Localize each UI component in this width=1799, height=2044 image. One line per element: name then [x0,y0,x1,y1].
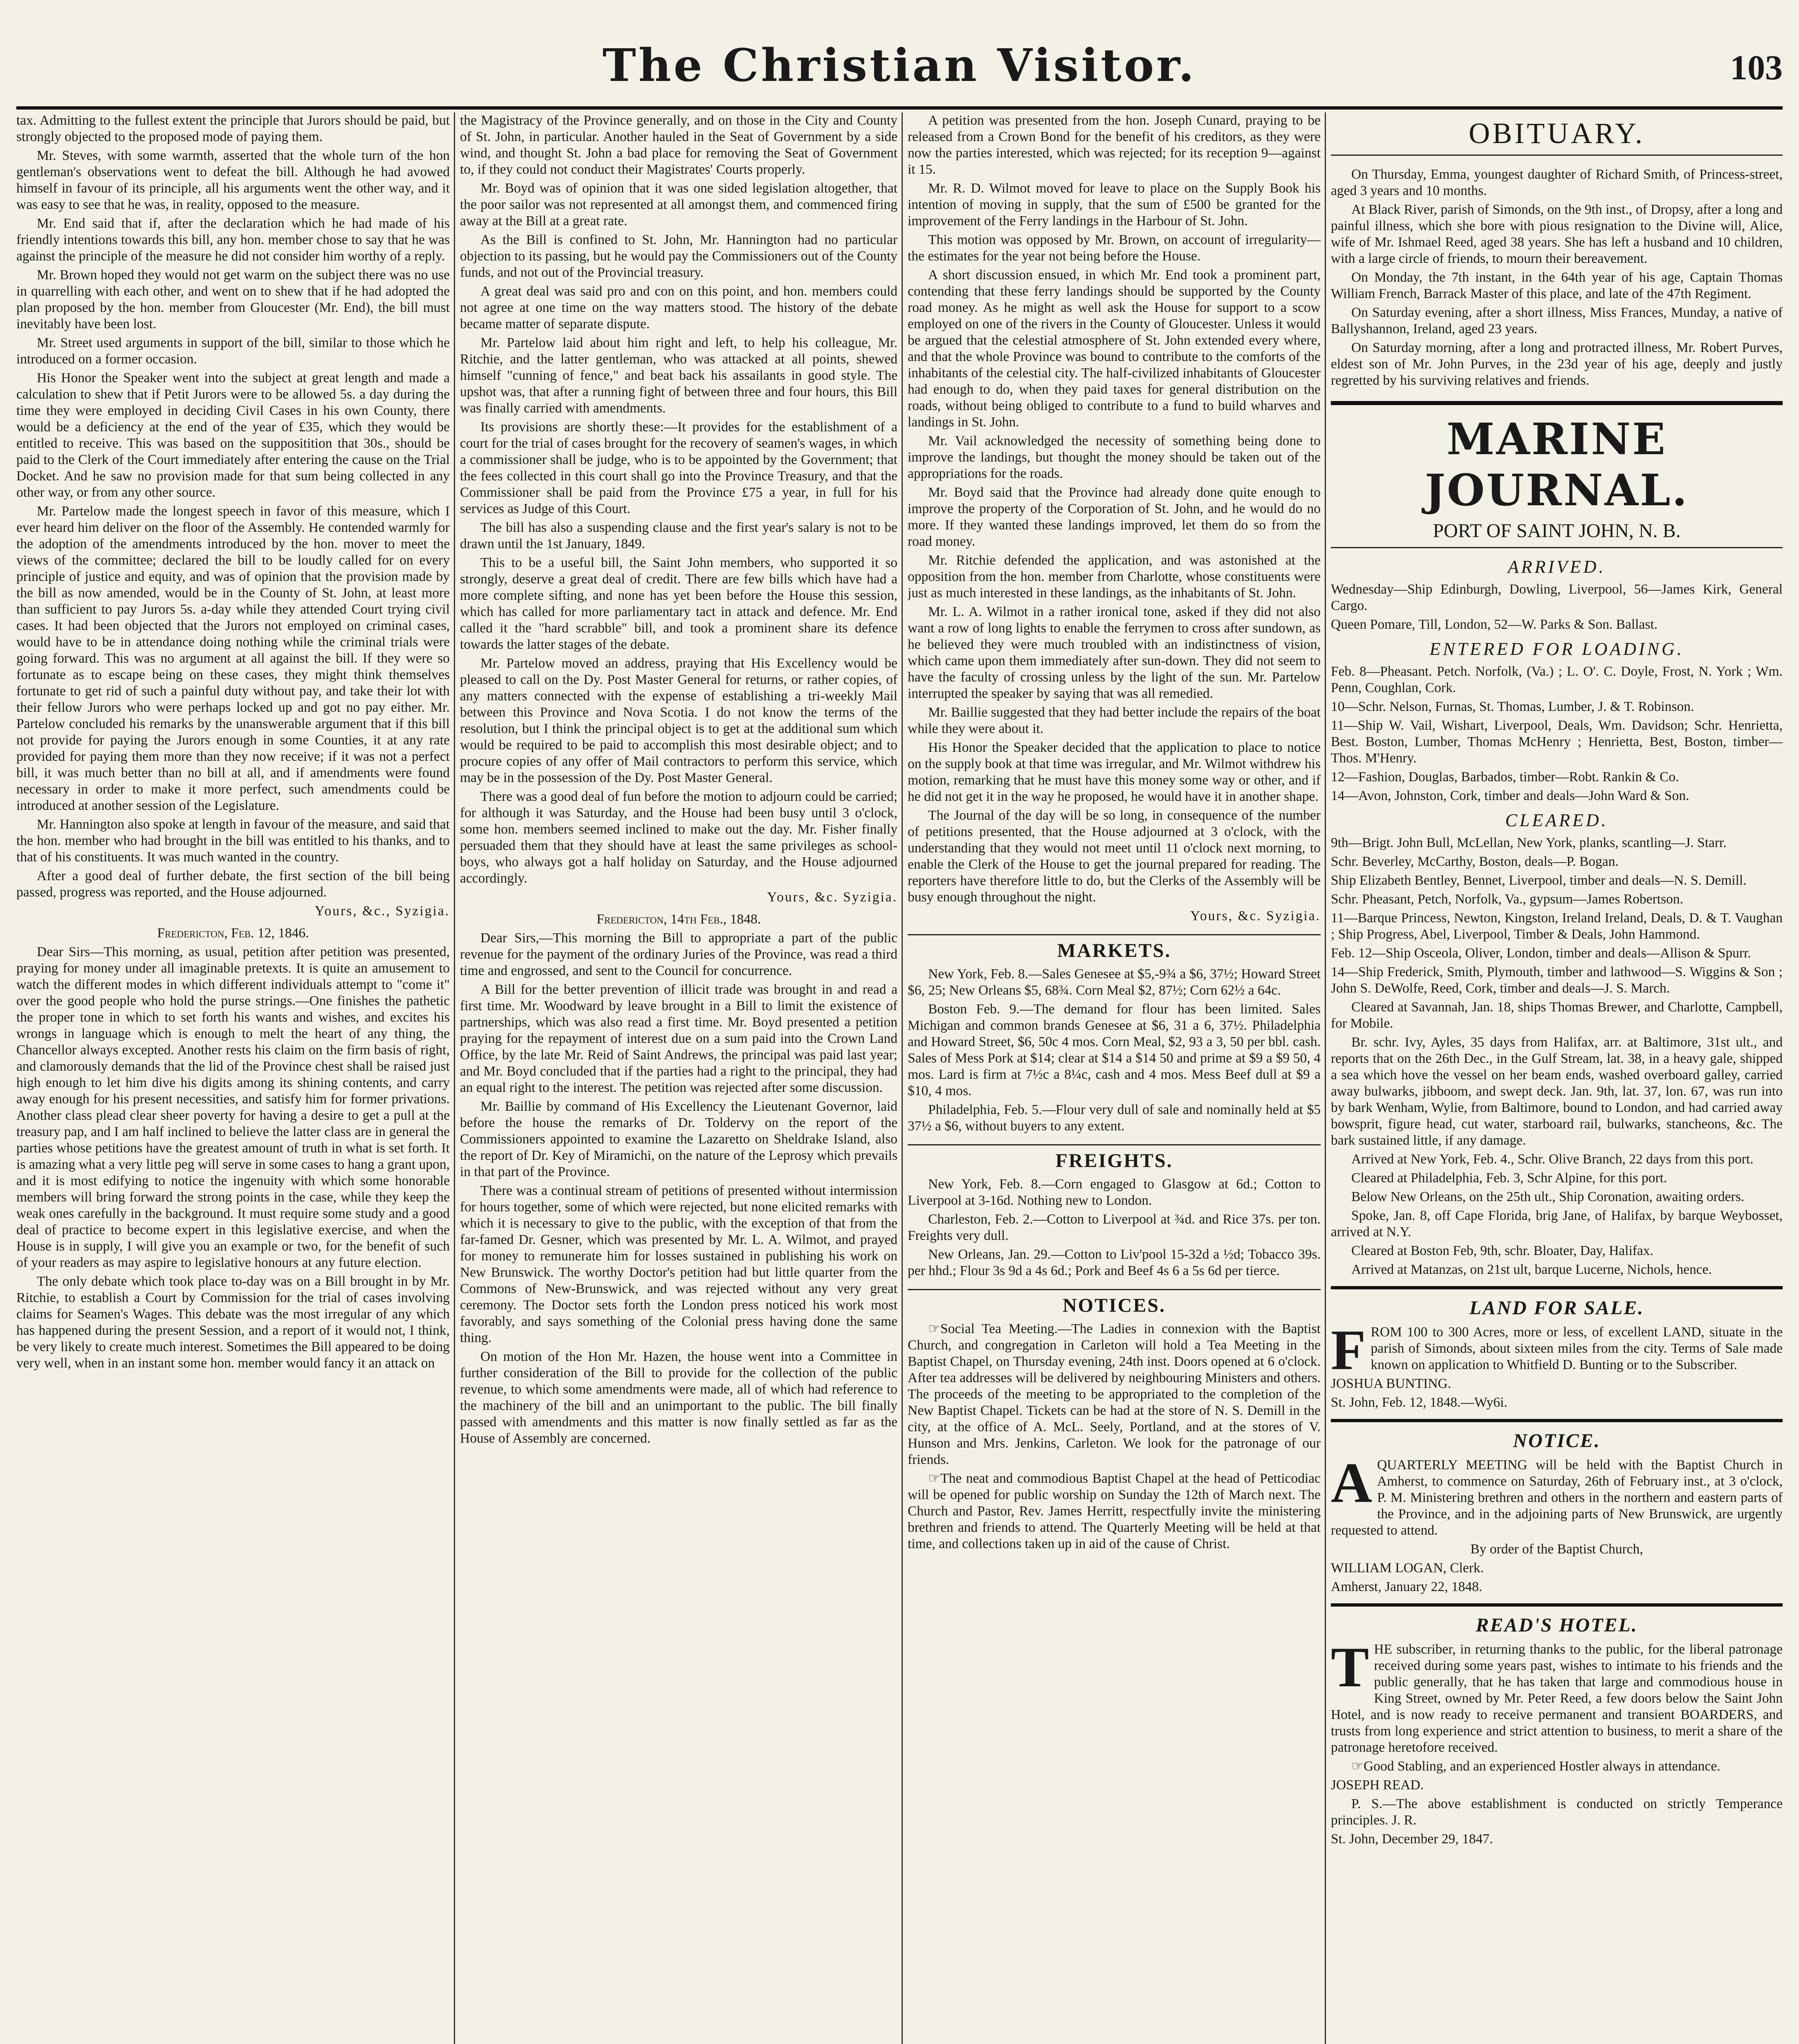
ad-postscript: P. S.—The above establishment is conducted on strictly Temperance principles. J. R. [1331,1796,1783,1828]
hotel-heading: READ'S HOTEL. [1476,1614,1638,1636]
paragraph: Mr. L. A. Wilmot in a rather ironical tone, asked if they did not also want a row of long lights to enable the ferrymen to cross after sundown, as he believed they were much troubled with an indistinctness of vision, which came upon them immediately after sun-down. They did not seem to have the faculty of crossing unless by the light of the sun. Mr. Partelow interrupted the speaker by saying that was all remedied. [908,604,1321,701]
paragraph: Mr. Partelow made the longest speech in favor of this measure, which I ever heard him deliver on the floor of the Assembly. He contended warmly for the adoption of the amendments introduced by the hon. mover to meet the views of the committee; declared the bill to be loudly called for on every principle of justice and equity, and was of opinion that the provision made by the bill as now amended, would be in the County of St. John, at least more than sufficient to pay Jurors 5s. a-day while they attended Court trying civil cases. It had been objected that the Jurors not employed on criminal cases, would have to be in attendance doing nothing while the criminal trials were going forward. This was no argument at all against the bill. If they were so fortunate as to escape being on these cases, they might think themselves fortunate to get rid of such a painful duty without pay, and take their lot with their fellow Jurors who were perhaps locked up and got no pay either. Mr. Partelow concluded his remarks by the unanswerable argument that if this bill not provide for paying the Jurors enough in some Counties, it at any rate provided for paying them more than they now receive; if it was not a perfect bill, it was much better than no bill at all, and if amendments were found necessary in order to make it more perfect, such amendments could be introduced at another session of the Legislature. [16,504,450,813]
obituary-entry: On Saturday morning, after a long and protracted illness, Mr. Robert Purves, eldest son of Mr. John Purves, in the 23d year of his age, deeply and justly regretted by his surviving relatives and friends. [1331,340,1783,388]
column-1 [16,112,450,2044]
paragraph: As the Bill is confined to St. John, Mr. Hannington had no particular objection to its passing, but he would pay the Commissioners out of the County funds, and not out of the Provincial treasury. [460,232,897,280]
column-2 [460,112,897,2044]
shipping-entry: 9th—Brigt. John Bull, McLellan, New York, planks, scantling—J. Starr. [1331,835,1727,850]
column-rule [454,112,455,2044]
notice: ☞Social Tea Meeting.—The Ladies in connexion with the Baptist Church, and congregation in Carleton will hold a Tea Meeting in the Baptist Chapel, on Thursday evening, 24th inst. Doors opened at 6 o'clock. After tea addresses will be delivered by neighbouring Ministers and others. The proceeds of the meeting to be appropriated to the completion of the New Baptist Chapel. Tickets can be had at the store of N. S. Demill in the city, at the office of A. McL. Seely, Portland, and at the stores of V. Hunson and Mrs. Jenkins, Carleton. We look for the patronage of our friends. [908,1321,1321,1467]
paragraph: The bill has also a suspending clause and the first year's salary is not to be drawn until the 1st January, 1849. [460,520,897,551]
shipping-news: Below New Orleans, on the 25th ult., Ship Coronation, awaiting orders. [1351,1189,1745,1204]
paragraph: Mr. Partelow moved an address, praying that His Excellency would be pleased to call on the Dy. Post Master General for returns, or rather copies, of any matters connected with the expense of establishing a tri-weekly Mail between this Province and Nova Scotia. I do not know the terms of the resolution, but I think the principal object is to get at the additional sum which would be required to be paid to accomplish this most desirable object; and to procure copies of any offer of Mail contractors to perform this service, which may be in the possession of the Dy. Post Master General. [460,656,897,785]
ad-signature: JOSEPH READ. [1331,1777,1424,1793]
paragraph: The Journal of the day will be so long, in consequence of the number of petitions presented, that the House adjourned at 3 o'clock, with the understanding that they would not meet until 11 o'clock next morning, to enable the Clerk of the House to get the journal prepared for reading. The reporters have therefore little to do, but the Clerks of the Assembly will be busy enough throughout the night. [908,808,1321,905]
column-4 [1331,112,1783,2044]
ad-signature: WILLIAM LOGAN, Clerk. [1331,1560,1484,1576]
market-report: New York, Feb. 8.—Sales Genesee at $5,-9¾ a $6, 37½; Howard Street $6, 25; New Orleans $5, 68¾. Corn Meal $2, 87½; Corn 62½ a 64c. [908,966,1321,998]
obituary-entry: On Saturday evening, after a short illness, Miss Frances, Munday, a native of Ballyshannon, Ireland, aged 23 years. [1331,305,1783,336]
paragraph: Mr. Street used arguments in support of the bill, similar to those which he introduced on a former occasion. [16,335,450,367]
paragraph: Mr. Vail acknowledged the necessity of something being done to improve the landings, but thought the money should be taken out of the appropriations for the roads. [908,433,1321,481]
marine-journal-heading: MARINE JOURNAL. [1331,401,1783,515]
column-rule [1325,112,1326,2044]
market-report: Boston Feb. 9.—The demand for flour has been limited. Sales Michigan and common brands Genesee at $6, 31 a 6, 37½. Philadelphia and Howard Street, $6, 50c 4 mos. Corn Meal, $2, 93 a 3, 50 per bbl. cash. Sales of Mess Pork at $14; clear at $14 a $14 50 and prime at $9 a $9 50, 4 mos. Lard is firm at 7½c a 8¼c, cash and 4 mos. Mess Beef dull at $9 a $10, 4 mos. [908,1002,1321,1098]
drop-cap: T [1331,1636,1369,1699]
shipping-news: Arrived at Matanzas, on 21st ult, barque Lucerne, Nichols, hence. [1351,1262,1712,1277]
paragraph: Mr. Partelow laid about him right and left, to help his colleague, Mr. Ritchie, and the latter gentleman, who was attacked at all points, shewed himself "cunning of fence," and beat back his assailants in good style. The upshot was, that after a running fight of between three and four hours, this Bill was finally carried with amendments. [460,335,897,416]
market-report: Philadelphia, Feb. 5.—Flour very dull of sale and nominally held at $5 37½ a $6, without buyers to any extent. [908,1102,1321,1134]
ad-signature: JOSHUA BUNTING. [1331,1376,1451,1391]
markets-heading: MARKETS. [908,934,1321,962]
paragraph: On motion of the Hon Mr. Hazen, the house went into a Committee in further consideration of the Bill to provide for the collection of the public revenue, to which some amendments were made, all of which had reference to the machinery of the bill and an unimportant to the public. The bill finally passed with amendments and this matter is now finally settled as far as the House of Assembly are concerned. [460,1349,897,1446]
paragraph: Dear Sirs—This morning, as usual, petition after petition was presented, praying for money under all imaginable pretexts. It is quite an amusement to watch the different modes in which different individuals attempt to "come it" over the good people who hold the purse strings.—One finishes the pathetic the proper tone in which to set forth his wants and wishes, and excites his wrongs in language which is enough to melt the heart of any thing, the Chancellor always excepted. Another rests his claim on the firm basis of right, and clamorously demands that the lid of the Province chest shall be raised just high enough to let him dive his digits among its shining contents, and carry away enough for his present necessities, and satisfy him for former privations. Another class plead clear sheer poverty for having a desire to get a pull at the treasury pap, and I am half inclined to believe the latter class are in general the parties whose petitions have the greatest amount of truth in what is set forth. It is amazing what a very little peg will serve in some cases to hang a grant upon, and it is most edifying to notice the ingenuity with which some honorable members will bring forward the strong points in the case, while they keep the weak ones carefully in the background. It must require some study and a good deal of practice to become expert in this legislative exercise, and when the House is in supply, I will give you an example or two, for the benefit of such of your readers as may aspire to legislative honours at any future election. [16,944,450,1270]
shipping-entry: 10—Schr. Nelson, Furnas, St. Thomas, Lumber, J. & T. Robinson. [1331,699,1694,714]
ad-text: ROM 100 to 300 Acres, more or less, of excellent LAND, situate in the parish of Simonds, about sixteen miles from the city. Terms of Sale made known on application to Whitfield D. Bunting or to the Subscriber. [1371,1325,1783,1372]
paragraph: There was a good deal of fun before the motion to adjourn could be carried; for although it was Saturday, and the House had been busy until 3 o'clock, some hon. members seemed inclined to make out the day. Mr. Fisher finally persuaded them that they should have at least the same privileges as school-boys, who always got a half holiday on Saturday, and the House adjourned accordingly. [460,789,897,886]
signature: Yours, &c. Syzigia. [767,890,897,905]
shipping-entry: 14—Ship Frederick, Smith, Plymouth, timber and lathwood—S. Wiggins & Son ; John S. DeWolfe, Reed, Cork, timber and deals—J. S. March. [1331,964,1783,996]
paragraph: A Bill for the better prevention of illicit trade was brought in and read a first time. Mr. Woodward by leave brought in a Bill to limit the existence of partnerships, which was also read a first time. Mr. Boyd presented a petition praying for the repayment of interest due on a sum paid into the Crown Land Office, by the late Mr. Reid of Saint Andrews, the principal was paid last year; and Mr. Boyd concluded that if the parties had a right to the principal, they had an equal right to the interest. The petition was rejected after some discussion. [460,982,897,1095]
ad-stabling-line: ☞Good Stabling, and an experienced Hostler always in attendance. [1351,1759,1720,1774]
ad-body [1331,1636,1783,1756]
shipping-entry: 11—Barque Princess, Newton, Kingston, Ireland Ireland, Deals, D. & T. Vaughan ; Ship Progress, Abel, Liverpool, Timber & Deals, John Hammond. [1331,910,1783,942]
freight-report: Charleston, Feb. 2.—Cotton to Liverpool at ¾d. and Rice 37s. per ton. Freights very dull. [908,1212,1321,1243]
shipping-entry: 11—Ship W. Vail, Wishart, Liverpool, Deals, Wm. Davidson; Schr. Henrietta, Best. Boston, Lumber, Thomas McHenry ; Henrietta, Best, Boston, timber—Thos. M'Henry. [1331,718,1783,766]
drop-cap: A [1331,1451,1373,1515]
shipping-news: Arrived at New York, Feb. 4., Schr. Olive Branch, 22 days from this port. [1351,1152,1754,1167]
notice: ☞The neat and commodious Baptist Chapel at the head of Petticodiac will be opened for public worship on Sunday the 12th of March next. The Church and Pastor, Rev. James Herritt, respectfully invite the ministering brethren and friends to attend. The Quarterly Meeting will be held at that time, and collections taken up in aid of the cause of Christ. [908,1471,1321,1551]
page-number: 103 [1730,48,1783,87]
shipping-entry: Wednesday—Ship Edinburgh, Dowling, Liverpool, 56—James Kirk, General Cargo. [1331,582,1783,613]
paragraph: This motion was opposed by Mr. Brown, on account of irregularity—the estimates for the year not being before the House. [908,232,1321,264]
shipping-entry: Schr. Beverley, McCarthy, Boston, deals—P. Bogan. [1331,854,1619,869]
notices-heading: NOTICES. [908,1289,1321,1317]
paragraph: His Honor the Speaker went into the subject at great length and made a calculation to shew that if Petit Jurors were to be allowed 5s. a day during the time they were employed in deciding Civil Cases in his own County, there would be a deficiency at the end of the year of £35, which they would be entitled to receive. This was based on the suppositition that 30s., should be paid to the Clerk of the Court immediately after entering the cause on the Trial Docket. And he saw no provision made for that sum being collected in any other way, or from any other source. [16,370,450,500]
dateline: Fredericton, 14th Feb., 1848. [597,912,761,927]
ad-order-line: By order of the Baptist Church, [1470,1542,1643,1557]
ad-text: QUARTERLY MEETING will be held with the Baptist Church in Amherst, to commence on Saturday, 26th of February inst., at 3 o'clock, P. M. Ministering brethren and others in the northern and eastern parts of the Province, and in the adjoining parts of New Brunswick, are urgently requested to attend. [1331,1457,1783,1538]
ad-body [1331,1318,1783,1382]
arrived-heading: ARRIVED. [1507,557,1606,577]
shipping-news: Br. schr. Ivy, Ayles, 35 days from Halifax, arr. at Baltimore, 31st ult., and reports that on the 26th Dec., in the Gulf Stream, lat. 38, in a heavy gale, shipped a sea which hove the vessel on her beam ends, washed overboard galley, carried away bulwarks, jibboom, and swept deck. Jan. 9th, lat. 37, lon. 67, was run into by bark Wenham, Wylie, from Baltimore, bound to London, and had carried away bowsprit, figure head, cut water, starboard rail, bulwarks, stancheons, &c. The bark sustained little, if any damage. [1331,1035,1783,1148]
entered-heading: ENTERED FOR LOADING. [1429,639,1684,659]
paragraph: A great deal was said pro and con on this point, and hon. members could not agree at one time on the way matters stood. The history of the debate became matter of separate dispute. [460,284,897,332]
paragraph: tax. Admitting to the fullest extent the principle that Jurors should be paid, but strongly objected to the proposed mode of paying them. [16,113,450,144]
column-rule [902,112,903,2044]
notice-ad [1331,1419,1783,1595]
paragraph: Mr. R. D. Wilmot moved for leave to place on the Supply Book his intention of moving in supply, that the sum of £500 be granted for the improvement of the Ferry landings in the Harbour of St. John. [908,181,1321,229]
ad-date: St. John, Feb. 12, 1848.—Wy6i. [1331,1395,1507,1410]
shipping-entry: 14—Avon, Johnston, Cork, timber and deals—John Ward & Son. [1331,788,1689,803]
paragraph: Its provisions are shortly these:—It provides for the establishment of a court for the trial of cases brought for the recovery of seamen's wages, in which a commissioner shall be judge, who is to be appointed by the Government; that the fees collected in this court shall go into the Province Treasury, and that the Commissioner shall be paid from the Province £75 a year, in full for his services as Judge of this Court. [460,419,897,516]
newspaper-title: The Christian Visitor. [602,39,1197,92]
shipping-news: Cleared at Boston Feb, 9th, schr. Bloater, Day, Halifax. [1351,1243,1653,1258]
paragraph: Mr. Brown hoped they would not get warm on the subject there was no use in quarrelling with each other, and went on to shew that if he had adopted the plan proposed by the hon. member from Gloucester (Mr. End), the bill must inevitably have been lost. [16,267,450,332]
port-heading: PORT OF SAINT JOHN, N. B. [1331,520,1783,548]
paragraph: After a good deal of further debate, the first section of the bill being passed, progress was reported, and the House adjourned. [16,868,450,900]
paragraph: Dear Sirs,—This morning the Bill to appropriate a part of the public revenue for the payment of the ordinary Juries of the Province, was read a third time and engrossed, and sent to the Council for concurrence. [460,930,897,978]
obituary-entry: On Monday, the 7th instant, in the 64th year of his age, Captain Thomas William French, Barrack Master of this place, and late of the 47th Regiment. [1331,270,1783,301]
freights-heading: FREIGHTS. [908,1144,1321,1172]
paragraph: There was a continual stream of petitions of presented without intermission for hours together, some of which were rejected, but none elicited remarks with which it is necessary to give to the public, with the exception of that from the far-famed Dr. Gesner, which was presented by Mr. L. A. Wilmot, and prayed for money to remunerate him for losses sustained in publishing his work on New Brunswick. The worthy Doctor's petition had but little quarter from the Commons of New-Brunswick, and was rejected without any very great ceremony. The Doctor sets forth the London press noticed his work most favorably, and says something of the Colonial press having done the same thing. [460,1183,897,1345]
paragraph: Mr. Boyd said that the Province had already done quite enough to improve the property of the Corporation of St. John, and he would do no more. If they wanted these landings improved, let them do so from the road money. [908,485,1321,549]
paragraph: A short discussion ensued, in which Mr. End took a prominent part, contending that these ferry landings should be supported by the County road money. As he might as well ask the House for support to a scow employed on one of the rivers in the County of Gloucester. Unless it would be argued that the celestial atmosphere of St. John extended every where, and that the whole Province was bound to contribute to the comforts of the inhabitants of the celestial city. The half-civilized inhabitants of Gloucester had enough to do, when they paid taxes for general distribution on the roads, without being obliged to contribute to a fund to build wharves and landings in St. John. [908,267,1321,430]
shipping-entry: 12—Fashion, Douglas, Barbados, timber—Robt. Rankin & Co. [1331,769,1679,784]
signature: Yours, &c. Syzigia. [1190,908,1321,923]
land-for-sale-ad [1331,1286,1783,1411]
obituary-entry: At Black River, parish of Simonds, on the 9th inst., of Dropsy, after a long and painful illness, which she bore with pious resignation to the Divine will, Alice, wife of Mr. Ishmael Reed, aged 38 years. She has left a husband and 10 children, with a large circle of friends, to mourn their bereavement. [1331,202,1783,266]
land-for-sale-heading: LAND FOR SALE. [1469,1297,1644,1319]
paragraph: Mr. Baillie by command of His Excellency the Lieutenant Governor, laid before the house the remarks of Dr. Toldervy on the report of the Commissioners appointed to examine the Lazaretto on Sheldrake Island, also the report of Dr. Key of Miramichi, on the nature of the Leprosy which prevails in that part of the Province. [460,1099,897,1179]
shipping-news: Cleared at Savannah, Jan. 18, ships Thomas Brewer, and Charlotte, Campbell, for Mobile. [1331,1000,1783,1031]
freight-report: New Orleans, Jan. 29.—Cotton to Liv'pool 15-32d a ½d; Tobacco 39s. per hhd.; Flour 3s 9d a 4s 6d.; Pork and Beef 4s 6 a 5s 6d per tierce. [908,1247,1321,1278]
shipping-entry: Queen Pomare, Till, London, 52—W. Parks & Son. Ballast. [1331,617,1658,632]
shipping-entry: Feb. 12—Ship Osceola, Oliver, London, timber and deals—Allison & Spurr. [1331,946,1751,961]
paragraph: His Honor the Speaker decided that the application to place to notice on the supply book at that time was irregular, and Mr. Wilmot withdrew his motion, remarking that he must have this money some way or other, and if he did not get it in the way he proposed, he would have it in another shape. [908,740,1321,804]
freight-report: New York, Feb. 8.—Corn engaged to Glasgow at 6d.; Cotton to Liverpool at 3-16d. Nothing new to London. [908,1177,1321,1208]
dateline: Fredericton, Feb. 12, 1846. [157,926,309,941]
paragraph: The only debate which took place to-day was on a Bill brought in by Mr. Ritchie, to establish a Court by Commission for the trial of cases involving claims for Seamen's Wages. This debate was the most irregular of any which has happened during the present Session, and a report of it would not, I think, be very likely to create much interest. Sometimes the Bill appeared to be doing very well, when in an instant some hon. member would fancy it an attack on [16,1274,450,1371]
shipping-entry: Ship Elizabeth Bentley, Bennet, Liverpool, timber and deals—N. S. Demill. [1331,873,1747,888]
ad-date: St. John, December 29, 1847. [1331,1831,1493,1847]
obituary-heading: OBITUARY. [1331,117,1783,156]
cleared-heading: CLEARED. [1505,810,1608,830]
paragraph: the Magistracy of the Province generally, and on those in the City and County of St. John, in particular. Another hauled in the Seat of Government by a side wind, and thought St. John a bad place for removing the Seat of Government to, if they could not conduct their Magistrates' Courts properly. [460,113,897,177]
signature: Yours, &c., Syzigia. [314,903,450,919]
column-3 [908,112,1321,2044]
shipping-entry: Feb. 8—Pheasant. Petch. Norfolk, (Va.) ; L. O'. C. Doyle, Frost, N. York ; Wm. Penn, Coughlan, Cork. [1331,664,1783,695]
paragraph: Mr. Boyd was of opinion that it was one sided legislation altogether, that the poor sailor was not represented at all amongst them, and commenced firing away at the Bill at a great rate. [460,181,897,229]
shipping-entry: Schr. Pheasant, Petch, Norfolk, Va., gypsum—James Robertson. [1331,892,1683,907]
paragraph: A petition was presented from the hon. Joseph Cunard, praying to be released from a Crown Bond for the benefit of his creditors, as they were now the parties interested, which was rejected; for its reception 9—against it 15. [908,113,1321,177]
paragraph: Mr. Steves, with some warmth, asserted that the whole turn of the hon gentleman's observations went to defeat the bill. Although he had avowed himself in favour of its principle, all his arguments went the other way, and it was easy to see that he was, in reality, opposed to the measure. [16,148,450,212]
paragraph: This to be a useful bill, the Saint John members, who supported it so strongly, deserve a great deal of credit. There are few bills which have had a more complete sifting, and none has yet been before the House this session, which has called for more parliamentary tact in attack and defence. Mr. End called it the "hard scrabble" bill, and took a prominent share its defence towards the latter stages of the debate. [460,555,897,652]
ad-body [1331,1451,1783,1539]
paragraph: Mr. Baillie suggested that they had better include the repairs of the boat while they were about it. [908,705,1321,736]
paragraph: Mr. End said that if, after the declaration which he had made of his friendly intentions towards this bill, any hon. member chose to say that he was against the principle of the measure he did not consider him worthy of a reply. [16,216,450,264]
shipping-news: Spoke, Jan. 8, off Cape Florida, brig Jane, of Halifax, by barque Weybosset, arrived at N.Y. [1331,1208,1783,1239]
paragraph: Mr. Hannington also spoke at length in favour of the measure, and said that the hon. member who had brought in the bill was entitled to his thanks, and to that of his constituents. It was much wanted in the country. [16,817,450,865]
paragraph: Mr. Ritchie defended the application, and was astonished at the opposition from the hon. member from Charlotte, whose constituents were just as much interested in these landings, as the inhabitants of St. John. [908,553,1321,601]
ad-date: Amherst, January 22, 1848. [1331,1579,1483,1594]
reads-hotel-ad [1331,1603,1783,1847]
notice-heading: NOTICE. [1513,1430,1601,1452]
masthead [16,29,1783,110]
drop-cap: F [1331,1318,1366,1382]
obituary-entry: On Thursday, Emma, youngest daughter of Richard Smith, of Princess-street, aged 3 years and 10 months. [1331,167,1783,198]
shipping-news: Cleared at Philadelphia, Feb. 3, Schr Alpine, for this port. [1351,1170,1667,1186]
ad-text: HE subscriber, in returning thanks to the public, for the liberal patronage received during some years past, wishes to intimate to his friends and the public generally, that he has taken that large and commodious house in King Street, owned by Mr. Peter Reed, a few doors below the Saint John Hotel, and is now ready to receive permanent and transient BOARDERS, and trusts from long experience and strict attention to business, to merit a share of the patronage heretofore received. [1331,1642,1783,1755]
